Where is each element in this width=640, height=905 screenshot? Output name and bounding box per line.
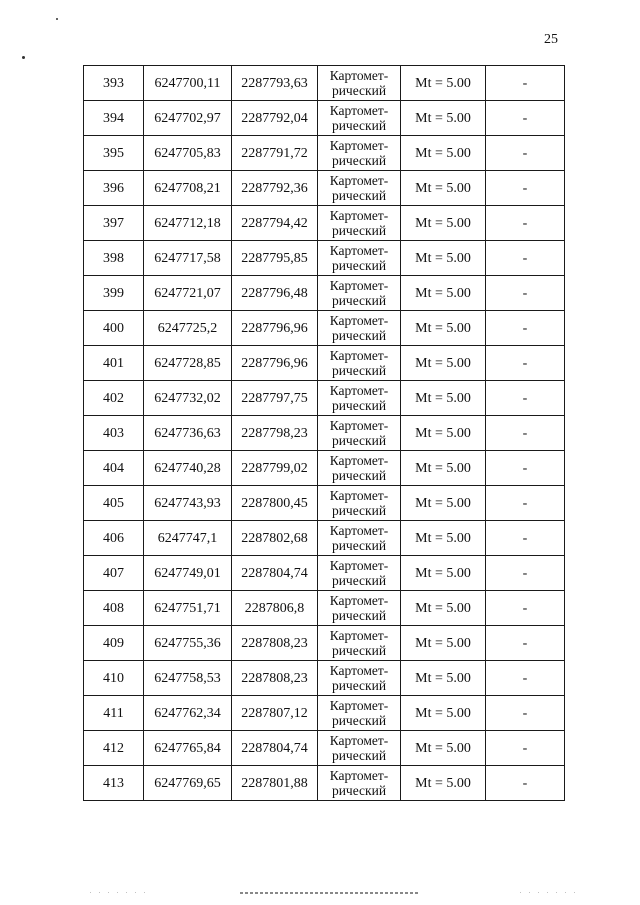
method-cell — [318, 696, 401, 731]
method-cell — [318, 556, 401, 591]
y-coordinate-cell: 2287791,72 — [232, 136, 318, 171]
accuracy-cell: Mt = 5.00 — [401, 66, 486, 101]
x-coordinate-cell: 6247712,18 — [144, 206, 232, 241]
method-cell — [318, 766, 401, 801]
accuracy-cell: Mt = 5.00 — [401, 556, 486, 591]
x-coordinate-cell: 6247740,28 — [144, 451, 232, 486]
method-line-2: рический — [331, 433, 387, 448]
method-line-2: рический — [331, 188, 387, 203]
accuracy-cell: Mt = 5.00 — [401, 451, 486, 486]
accuracy-cell: Mt = 5.00 — [401, 346, 486, 381]
method-line-2: рический — [331, 748, 387, 763]
point-number-cell: 407 — [84, 556, 144, 591]
note-cell: - — [486, 66, 565, 101]
x-coordinate-cell: 6247721,07 — [144, 276, 232, 311]
point-number-cell: 406 — [84, 521, 144, 556]
point-number-cell: 408 — [84, 591, 144, 626]
accuracy-cell: Mt = 5.00 — [401, 661, 486, 696]
accuracy-cell: Mt = 5.00 — [401, 486, 486, 521]
scan-artifact — [90, 892, 150, 893]
method-line-2: рический — [331, 713, 387, 728]
accuracy-cell: Mt = 5.00 — [401, 206, 486, 241]
table-row — [84, 766, 565, 801]
y-coordinate-cell: 2287794,42 — [232, 206, 318, 241]
point-number-cell: 405 — [84, 486, 144, 521]
x-coordinate-cell: 6247769,65 — [144, 766, 232, 801]
y-coordinate-cell: 2287806,8 — [232, 591, 318, 626]
method-line-2: рический — [331, 223, 387, 238]
method-line-2: рический — [331, 538, 387, 553]
note-cell: - — [486, 101, 565, 136]
method-cell — [318, 311, 401, 346]
y-coordinate-cell: 2287798,23 — [232, 416, 318, 451]
accuracy-cell: Mt = 5.00 — [401, 276, 486, 311]
note-cell: - — [486, 346, 565, 381]
method-cell — [318, 66, 401, 101]
method-cell — [318, 381, 401, 416]
note-cell: - — [486, 311, 565, 346]
method-cell — [318, 241, 401, 276]
method-line-1: Картомет- — [329, 453, 389, 468]
method-cell — [318, 661, 401, 696]
coordinates-table — [83, 65, 565, 801]
y-coordinate-cell: 2287804,74 — [232, 731, 318, 766]
accuracy-cell: Mt = 5.00 — [401, 696, 486, 731]
method-line-1: Картомет- — [329, 173, 389, 188]
y-coordinate-cell: 2287808,23 — [232, 626, 318, 661]
method-cell — [318, 416, 401, 451]
table-row — [84, 556, 565, 591]
method-line-1: Картомет- — [329, 383, 389, 398]
method-line-1: Картомет- — [329, 278, 389, 293]
method-line-2: рический — [331, 643, 387, 658]
y-coordinate-cell: 2287808,23 — [232, 661, 318, 696]
x-coordinate-cell: 6247732,02 — [144, 381, 232, 416]
table-row — [84, 486, 565, 521]
method-line-1: Картомет- — [329, 243, 389, 258]
table-row — [84, 731, 565, 766]
x-coordinate-cell: 6247751,71 — [144, 591, 232, 626]
point-number-cell: 402 — [84, 381, 144, 416]
point-number-cell: 393 — [84, 66, 144, 101]
x-coordinate-cell: 6247758,53 — [144, 661, 232, 696]
method-line-1: Картомет- — [329, 68, 389, 83]
y-coordinate-cell: 2287796,96 — [232, 311, 318, 346]
method-line-2: рический — [331, 363, 387, 378]
point-number-cell: 398 — [84, 241, 144, 276]
note-cell: - — [486, 521, 565, 556]
table-row — [84, 66, 565, 101]
method-cell — [318, 101, 401, 136]
table-row — [84, 101, 565, 136]
note-cell: - — [486, 696, 565, 731]
x-coordinate-cell: 6247728,85 — [144, 346, 232, 381]
method-line-1: Картомет- — [329, 208, 389, 223]
point-number-cell: 397 — [84, 206, 144, 241]
accuracy-cell: Mt = 5.00 — [401, 241, 486, 276]
method-line-1: Картомет- — [329, 663, 389, 678]
table-row — [84, 311, 565, 346]
table-row — [84, 661, 565, 696]
method-cell — [318, 136, 401, 171]
accuracy-cell: Mt = 5.00 — [401, 521, 486, 556]
y-coordinate-cell: 2287802,68 — [232, 521, 318, 556]
scan-speck — [22, 56, 25, 59]
accuracy-cell: Mt = 5.00 — [401, 171, 486, 206]
method-line-2: рический — [331, 258, 387, 273]
method-line-2: рический — [331, 293, 387, 308]
table-row — [84, 206, 565, 241]
note-cell: - — [486, 556, 565, 591]
x-coordinate-cell: 6247762,34 — [144, 696, 232, 731]
method-line-2: рический — [331, 573, 387, 588]
y-coordinate-cell: 2287804,74 — [232, 556, 318, 591]
method-cell — [318, 346, 401, 381]
method-line-1: Картомет- — [329, 488, 389, 503]
y-coordinate-cell: 2287799,02 — [232, 451, 318, 486]
accuracy-cell: Mt = 5.00 — [401, 731, 486, 766]
x-coordinate-cell: 6247717,58 — [144, 241, 232, 276]
x-coordinate-cell: 6247747,1 — [144, 521, 232, 556]
table-row — [84, 591, 565, 626]
method-cell — [318, 626, 401, 661]
method-line-2: рический — [331, 678, 387, 693]
x-coordinate-cell: 6247708,21 — [144, 171, 232, 206]
y-coordinate-cell: 2287801,88 — [232, 766, 318, 801]
x-coordinate-cell: 6247700,11 — [144, 66, 232, 101]
y-coordinate-cell: 2287792,36 — [232, 171, 318, 206]
point-number-cell: 412 — [84, 731, 144, 766]
scan-artifact — [240, 892, 420, 894]
table-row — [84, 381, 565, 416]
note-cell: - — [486, 241, 565, 276]
table-row — [84, 451, 565, 486]
y-coordinate-cell: 2287795,85 — [232, 241, 318, 276]
method-cell — [318, 521, 401, 556]
method-cell — [318, 591, 401, 626]
accuracy-cell: Mt = 5.00 — [401, 591, 486, 626]
table-row — [84, 276, 565, 311]
table-row — [84, 416, 565, 451]
method-line-1: Картомет- — [329, 558, 389, 573]
method-cell — [318, 171, 401, 206]
method-line-1: Картомет- — [329, 768, 389, 783]
x-coordinate-cell: 6247765,84 — [144, 731, 232, 766]
y-coordinate-cell: 2287792,04 — [232, 101, 318, 136]
note-cell: - — [486, 731, 565, 766]
table-row — [84, 521, 565, 556]
note-cell: - — [486, 626, 565, 661]
method-line-2: рический — [331, 783, 387, 798]
note-cell: - — [486, 486, 565, 521]
method-line-2: рический — [331, 608, 387, 623]
method-line-2: рический — [331, 328, 387, 343]
method-line-1: Картомет- — [329, 418, 389, 433]
page-number: 25 — [544, 32, 558, 47]
method-line-1: Картомет- — [329, 348, 389, 363]
point-number-cell: 413 — [84, 766, 144, 801]
y-coordinate-cell: 2287807,12 — [232, 696, 318, 731]
method-line-1: Картомет- — [329, 103, 389, 118]
y-coordinate-cell: 2287796,96 — [232, 346, 318, 381]
y-coordinate-cell: 2287797,75 — [232, 381, 318, 416]
table-row — [84, 346, 565, 381]
point-number-cell: 404 — [84, 451, 144, 486]
method-cell — [318, 206, 401, 241]
note-cell: - — [486, 136, 565, 171]
x-coordinate-cell: 6247755,36 — [144, 626, 232, 661]
method-cell — [318, 486, 401, 521]
table-row — [84, 136, 565, 171]
method-line-2: рический — [331, 398, 387, 413]
method-cell — [318, 276, 401, 311]
y-coordinate-cell: 2287800,45 — [232, 486, 318, 521]
note-cell: - — [486, 766, 565, 801]
table-row — [84, 626, 565, 661]
x-coordinate-cell: 6247725,2 — [144, 311, 232, 346]
x-coordinate-cell: 6247749,01 — [144, 556, 232, 591]
point-number-cell: 403 — [84, 416, 144, 451]
note-cell: - — [486, 171, 565, 206]
method-line-1: Картомет- — [329, 733, 389, 748]
point-number-cell: 409 — [84, 626, 144, 661]
method-line-1: Картомет- — [329, 628, 389, 643]
note-cell: - — [486, 276, 565, 311]
method-line-1: Картомет- — [329, 138, 389, 153]
note-cell: - — [486, 381, 565, 416]
method-line-1: Картомет- — [329, 523, 389, 538]
table-row — [84, 696, 565, 731]
note-cell: - — [486, 206, 565, 241]
scan-speck — [56, 18, 58, 20]
table-row — [84, 171, 565, 206]
method-line-2: рический — [331, 468, 387, 483]
accuracy-cell: Mt = 5.00 — [401, 626, 486, 661]
method-line-2: рический — [331, 503, 387, 518]
note-cell: - — [486, 661, 565, 696]
point-number-cell: 399 — [84, 276, 144, 311]
accuracy-cell: Mt = 5.00 — [401, 766, 486, 801]
accuracy-cell: Mt = 5.00 — [401, 136, 486, 171]
note-cell: - — [486, 416, 565, 451]
y-coordinate-cell: 2287796,48 — [232, 276, 318, 311]
point-number-cell: 394 — [84, 101, 144, 136]
accuracy-cell: Mt = 5.00 — [401, 381, 486, 416]
x-coordinate-cell: 6247736,63 — [144, 416, 232, 451]
method-line-2: рический — [331, 83, 387, 98]
point-number-cell: 410 — [84, 661, 144, 696]
method-line-1: Картомет- — [329, 698, 389, 713]
scan-artifact — [520, 892, 580, 893]
coordinates-table-body — [84, 66, 565, 801]
y-coordinate-cell: 2287793,63 — [232, 66, 318, 101]
note-cell: - — [486, 451, 565, 486]
point-number-cell: 400 — [84, 311, 144, 346]
method-line-2: рический — [331, 153, 387, 168]
note-cell: - — [486, 591, 565, 626]
method-line-1: Картомет- — [329, 313, 389, 328]
method-line-1: Картомет- — [329, 593, 389, 608]
x-coordinate-cell: 6247743,93 — [144, 486, 232, 521]
point-number-cell: 401 — [84, 346, 144, 381]
point-number-cell: 396 — [84, 171, 144, 206]
accuracy-cell: Mt = 5.00 — [401, 416, 486, 451]
method-cell — [318, 451, 401, 486]
method-line-2: рический — [331, 118, 387, 133]
x-coordinate-cell: 6247702,97 — [144, 101, 232, 136]
x-coordinate-cell: 6247705,83 — [144, 136, 232, 171]
point-number-cell: 411 — [84, 696, 144, 731]
table-row — [84, 241, 565, 276]
method-cell — [318, 731, 401, 766]
point-number-cell: 395 — [84, 136, 144, 171]
accuracy-cell: Mt = 5.00 — [401, 311, 486, 346]
accuracy-cell: Mt = 5.00 — [401, 101, 486, 136]
